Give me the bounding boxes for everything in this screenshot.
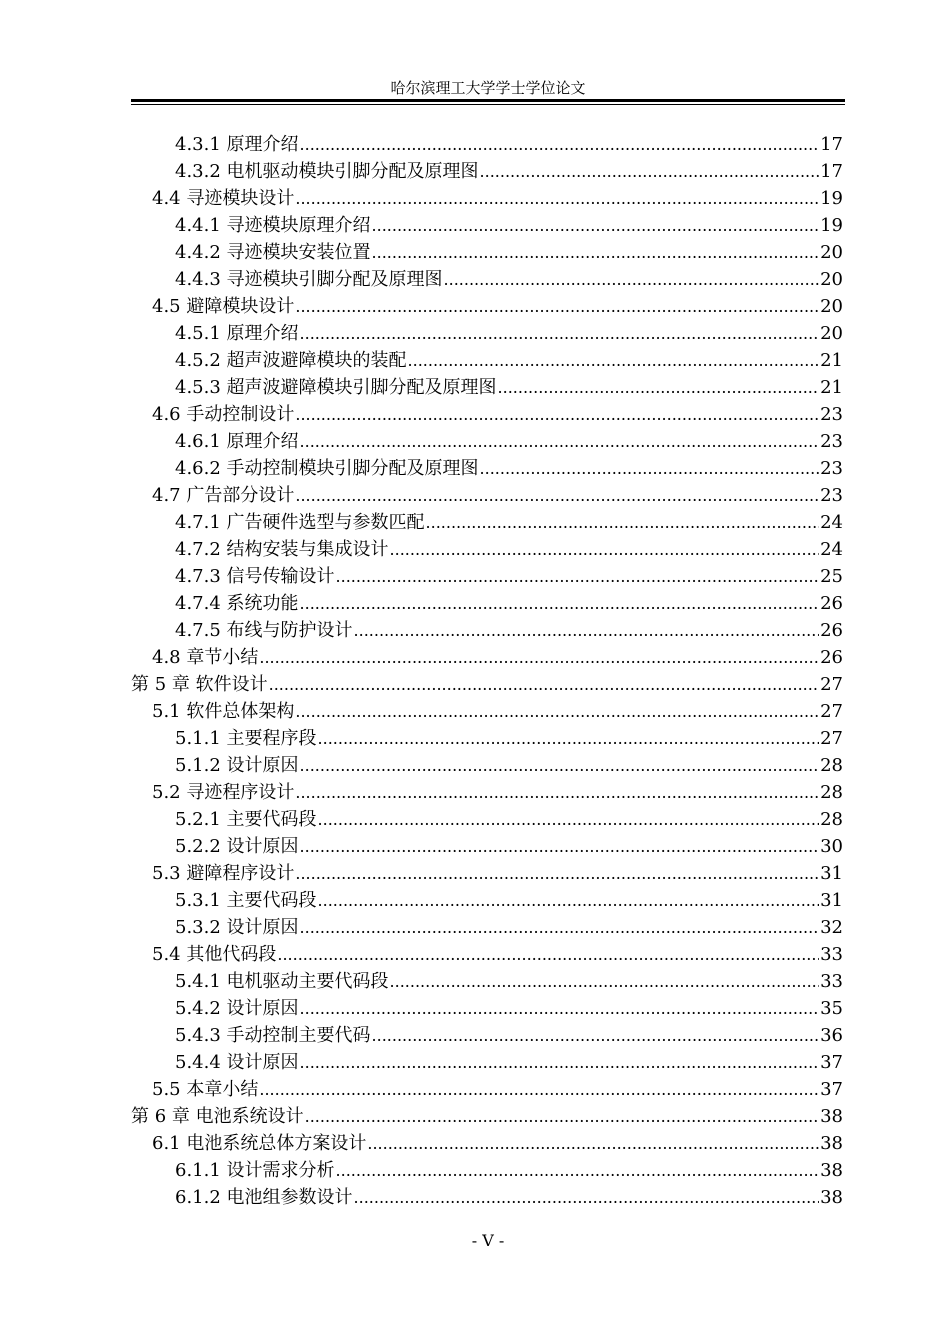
toc-entry-page: 23 (820, 485, 843, 506)
toc-entry[interactable] (131, 617, 843, 644)
toc-dot-leader (480, 455, 820, 482)
toc-entry[interactable] (131, 590, 843, 617)
toc-entry[interactable] (131, 1022, 843, 1049)
toc-entry-page: 21 (820, 377, 843, 398)
toc-entry[interactable] (131, 779, 843, 806)
toc-dot-leader (300, 590, 820, 617)
toc-dot-leader (295, 293, 819, 320)
toc-entry[interactable] (131, 860, 843, 887)
toc-entry-page: 17 (820, 161, 843, 182)
toc-entry-title: 4.7 广告部分设计 (152, 485, 295, 506)
toc-entry-title: 4.4.2 寻迹模块安装位置 (175, 242, 371, 263)
toc-entry-title: 5.2 寻迹程序设计 (152, 782, 295, 803)
toc-entry-page: 36 (820, 1025, 843, 1046)
toc-entry-page: 21 (820, 350, 843, 371)
toc-dot-leader (259, 1076, 819, 1103)
toc-entry-title: 4.7.5 布线与防护设计 (175, 620, 353, 641)
toc-entry-page: 31 (820, 890, 843, 911)
toc-dot-leader (498, 374, 820, 401)
toc-dot-leader (390, 536, 820, 563)
toc-entry-title: 5.4.1 电机驱动主要代码段 (175, 971, 389, 992)
toc-entry[interactable] (131, 239, 843, 266)
toc-entry[interactable] (131, 185, 843, 212)
toc-entry-page: 26 (820, 593, 843, 614)
toc-entry-title: 4.5.1 原理介绍 (175, 323, 299, 344)
toc-entry-page: 31 (820, 863, 843, 884)
toc-entry-page: 25 (820, 566, 843, 587)
toc-dot-leader (269, 671, 819, 698)
toc-dot-leader (336, 1157, 820, 1184)
toc-entry-title: 6.1.1 设计需求分析 (175, 1160, 335, 1181)
toc-entry-title: 4.3.1 原理介绍 (175, 134, 299, 155)
toc-entry-title: 5.2.1 主要代码段 (175, 809, 317, 830)
toc-entry-page: 28 (820, 755, 843, 776)
toc-dot-leader (295, 185, 819, 212)
toc-entry[interactable] (131, 320, 843, 347)
toc-entry[interactable] (131, 1049, 843, 1076)
toc-dot-leader (300, 995, 820, 1022)
toc-dot-leader (372, 212, 820, 239)
toc-dot-leader (295, 698, 819, 725)
toc-entry-title: 5.4 其他代码段 (152, 944, 277, 965)
toc-dot-leader (318, 725, 820, 752)
toc-entry[interactable] (131, 212, 843, 239)
toc-entry-title: 第 6 章 电池系统设计 (131, 1106, 304, 1127)
toc-entry[interactable] (131, 995, 843, 1022)
toc-dot-leader (408, 347, 820, 374)
toc-entry-page: 37 (820, 1079, 843, 1100)
toc-dot-leader (390, 968, 820, 995)
toc-entry-title: 5.3.1 主要代码段 (175, 890, 317, 911)
toc-entry-page: 24 (820, 512, 843, 533)
toc-entry-page: 20 (820, 296, 843, 317)
running-header: 哈尔滨理工大学学士学位论文 (390, 79, 586, 97)
toc-dot-leader (295, 779, 819, 806)
toc-entry-page: 23 (820, 404, 843, 425)
toc-entry-title: 4.5.2 超声波避障模块的装配 (175, 350, 407, 371)
toc-entry[interactable] (131, 698, 843, 725)
toc-entry-title: 4.3.2 电机驱动模块引脚分配及原理图 (175, 161, 479, 182)
toc-entry[interactable] (131, 833, 843, 860)
page-number: - V - (471, 1231, 505, 1250)
toc-entry-title: 5.4.3 手动控制主要代码 (175, 1025, 371, 1046)
toc-entry[interactable] (131, 509, 843, 536)
toc-entry-page: 30 (820, 836, 843, 857)
toc-entry-title: 4.5 避障模块设计 (152, 296, 295, 317)
toc-dot-leader (367, 1130, 819, 1157)
toc-dot-leader (305, 1103, 819, 1130)
toc-entry[interactable] (131, 482, 843, 509)
toc-entry[interactable] (131, 131, 843, 158)
toc-dot-leader (318, 887, 820, 914)
toc-entry[interactable] (131, 1076, 843, 1103)
toc-entry-page: 24 (820, 539, 843, 560)
toc-entry-title: 5.3.2 设计原因 (175, 917, 299, 938)
toc-entry-page: 26 (820, 620, 843, 641)
toc-entry-title: 6.1.2 电池组参数设计 (175, 1187, 353, 1208)
toc-entry[interactable] (131, 158, 843, 185)
toc-entry-title: 5.5 本章小结 (152, 1079, 259, 1100)
toc-entry-page: 35 (820, 998, 843, 1019)
toc-entry-page: 23 (820, 431, 843, 452)
toc-entry[interactable] (131, 887, 843, 914)
toc-entry[interactable] (131, 428, 843, 455)
toc-entry[interactable] (131, 374, 843, 401)
toc-entry-page: 26 (820, 647, 843, 668)
toc-entry-title: 4.8 章节小结 (152, 647, 259, 668)
toc-entry[interactable] (131, 671, 843, 698)
toc-entry-page: 38 (820, 1187, 843, 1208)
toc-entry-title: 4.6 手动控制设计 (152, 404, 295, 425)
toc-entry-page: 38 (820, 1106, 843, 1127)
toc-entry-page: 38 (820, 1160, 843, 1181)
toc-entry-page: 20 (820, 269, 843, 290)
toc-entry[interactable] (131, 941, 843, 968)
toc-dot-leader (372, 239, 820, 266)
toc-entry-title: 4.7.3 信号传输设计 (175, 566, 335, 587)
toc-entry[interactable] (131, 806, 843, 833)
toc-entry-title: 4.4 寻迹模块设计 (152, 188, 295, 209)
toc-entry-page: 38 (820, 1133, 843, 1154)
toc-dot-leader (354, 617, 820, 644)
toc-entry[interactable] (131, 266, 843, 293)
toc-entry-page: 27 (820, 674, 843, 695)
toc-dot-leader (372, 1022, 820, 1049)
toc-entry-title: 4.7.1 广告硬件选型与参数匹配 (175, 512, 425, 533)
toc-entry-title: 5.4.4 设计原因 (175, 1052, 299, 1073)
toc-entry-title: 5.2.2 设计原因 (175, 836, 299, 857)
toc-dot-leader (295, 401, 819, 428)
toc-dot-leader (300, 914, 820, 941)
toc-dot-leader (295, 482, 819, 509)
toc-entry-page: 37 (820, 1052, 843, 1073)
toc-entry[interactable] (131, 968, 843, 995)
toc-entry-title: 4.5.3 超声波避障模块引脚分配及原理图 (175, 377, 497, 398)
toc-entry-page: 23 (820, 458, 843, 479)
toc-entry-title: 5.3 避障程序设计 (152, 863, 295, 884)
toc-entry-page: 19 (820, 188, 843, 209)
header-rule-thick (131, 99, 845, 102)
toc-entry-title: 4.6.2 手动控制模块引脚分配及原理图 (175, 458, 479, 479)
toc-entry-page: 33 (820, 971, 843, 992)
toc-entry[interactable] (131, 1130, 843, 1157)
toc-dot-leader (354, 1184, 820, 1211)
toc-dot-leader (300, 131, 820, 158)
toc-dot-leader (277, 941, 819, 968)
toc-entry-page: 20 (820, 323, 843, 344)
toc-dot-leader (295, 860, 819, 887)
toc-entry-page: 27 (820, 701, 843, 722)
toc-entry-title: 4.7.2 结构安装与集成设计 (175, 539, 389, 560)
toc-entry[interactable] (131, 1184, 843, 1211)
toc-entry[interactable] (131, 914, 843, 941)
toc-entry-title: 5.1.1 主要程序段 (175, 728, 317, 749)
toc-entry-title: 5.1.2 设计原因 (175, 755, 299, 776)
toc-dot-leader (444, 266, 820, 293)
toc-dot-leader (426, 509, 820, 536)
toc-dot-leader (259, 644, 819, 671)
toc-entry-title: 5.1 软件总体架构 (152, 701, 295, 722)
toc-dot-leader (300, 752, 820, 779)
toc-entry-title: 6.1 电池系统总体方案设计 (152, 1133, 367, 1154)
toc-entry-page: 33 (820, 944, 843, 965)
toc-entry[interactable] (131, 401, 843, 428)
toc-dot-leader (300, 1049, 820, 1076)
header-rule-thin (131, 104, 845, 105)
toc-entry[interactable] (131, 455, 843, 482)
toc-entry[interactable] (131, 293, 843, 320)
toc-entry-title: 第 5 章 软件设计 (131, 674, 268, 695)
toc-dot-leader (300, 320, 820, 347)
toc-entry[interactable] (131, 536, 843, 563)
toc-entry[interactable] (131, 563, 843, 590)
toc-entry-page: 17 (820, 134, 843, 155)
toc-dot-leader (300, 833, 820, 860)
toc-entry[interactable] (131, 1157, 843, 1184)
toc-entry-title: 4.6.1 原理介绍 (175, 431, 299, 452)
toc-entry-page: 28 (820, 782, 843, 803)
toc-entry-page: 32 (820, 917, 843, 938)
toc-entry[interactable] (131, 1103, 843, 1130)
toc-dot-leader (318, 806, 820, 833)
toc-dot-leader (480, 158, 820, 185)
toc-entry[interactable] (131, 644, 843, 671)
toc-entry-page: 19 (820, 215, 843, 236)
toc-entry-title: 4.7.4 系统功能 (175, 593, 299, 614)
toc-entry-title: 4.4.3 寻迹模块引脚分配及原理图 (175, 269, 443, 290)
toc-entry-page: 28 (820, 809, 843, 830)
toc-entry[interactable] (131, 347, 843, 374)
toc-dot-leader (336, 563, 820, 590)
toc-entry-page: 20 (820, 242, 843, 263)
toc-entry[interactable] (131, 725, 843, 752)
toc-entry-page: 27 (820, 728, 843, 749)
table-of-contents (131, 131, 843, 1211)
toc-entry-title: 5.4.2 设计原因 (175, 998, 299, 1019)
toc-entry[interactable] (131, 752, 843, 779)
toc-entry-title: 4.4.1 寻迹模块原理介绍 (175, 215, 371, 236)
toc-dot-leader (300, 428, 820, 455)
